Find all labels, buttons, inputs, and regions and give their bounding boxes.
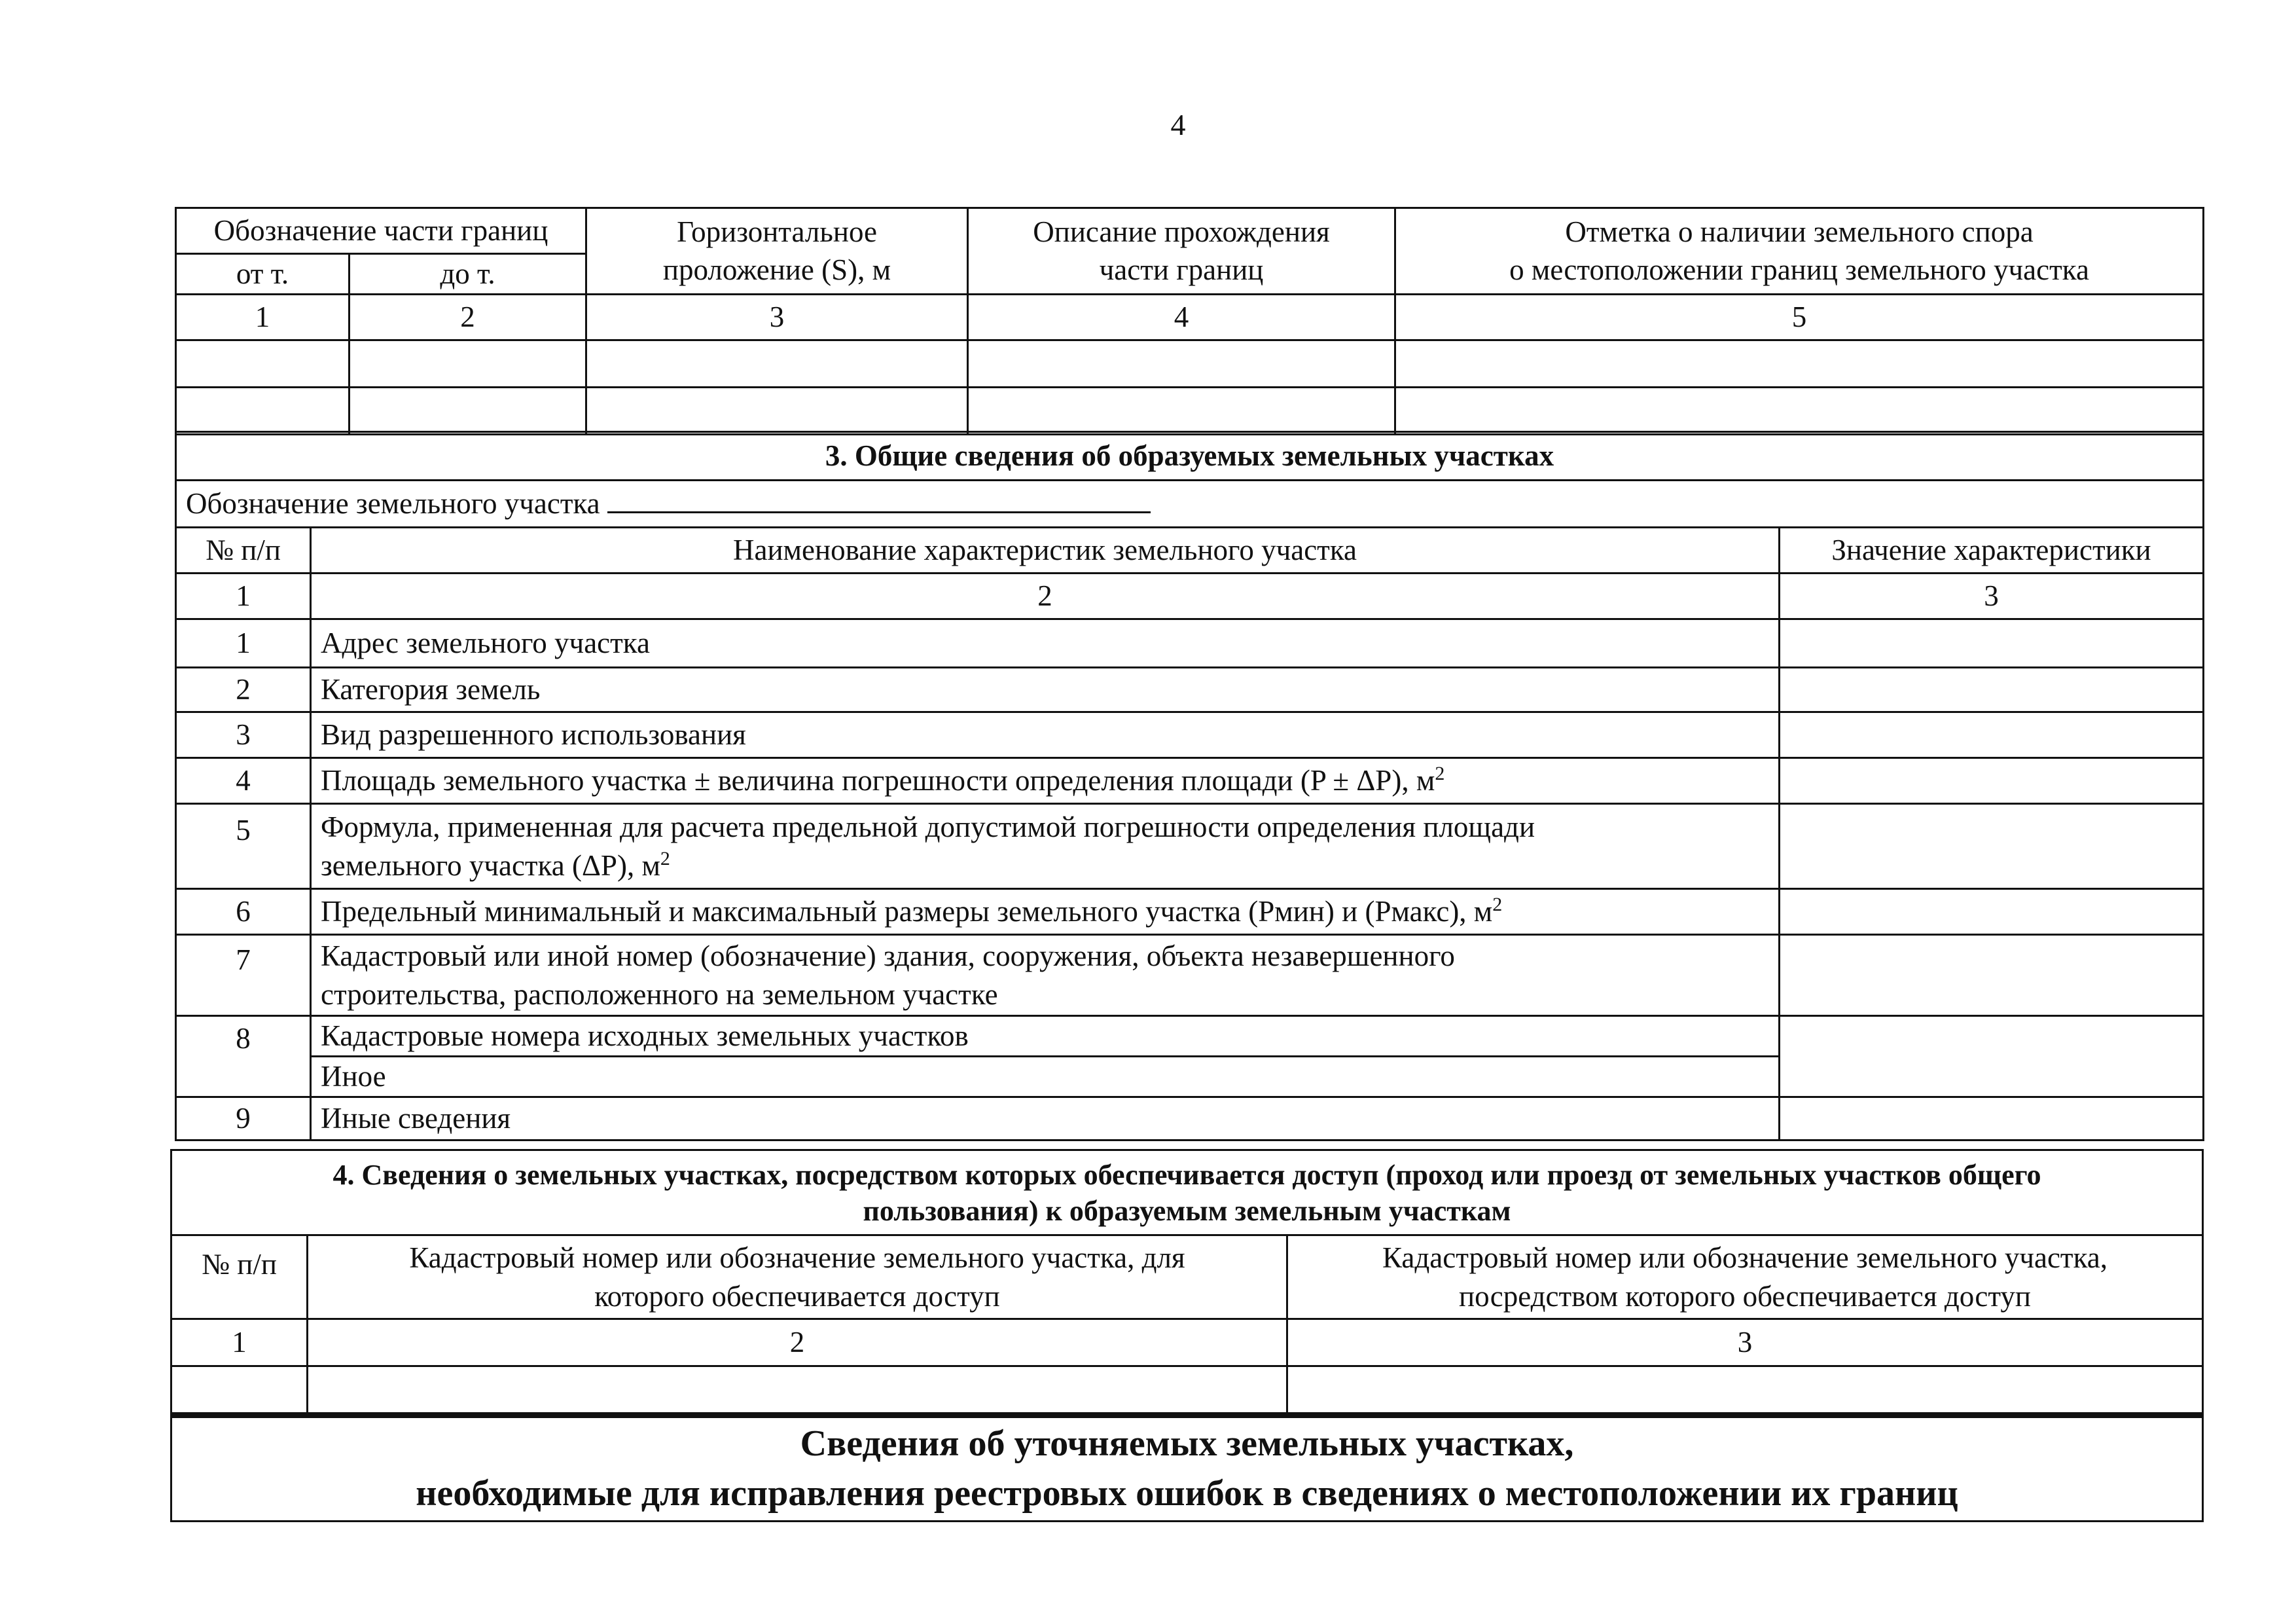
empty-cell bbox=[350, 387, 586, 434]
col-header-number: № п/п bbox=[171, 1235, 308, 1319]
row-text-building-number bbox=[311, 935, 1780, 1016]
header-description-line1: Описание прохождения bbox=[1033, 215, 1330, 248]
section4-title bbox=[171, 1150, 2203, 1235]
value-cell bbox=[1780, 712, 2204, 758]
header-dispute-line2: о местоположении границ земельного участка bbox=[1509, 253, 2089, 287]
col-number-1: 1 bbox=[176, 294, 350, 340]
table-row bbox=[176, 935, 2204, 1016]
col-number-3: 3 bbox=[1287, 1319, 2203, 1366]
col-number-1: 1 bbox=[171, 1319, 308, 1366]
boundary-parts-table bbox=[175, 207, 2204, 435]
table-row bbox=[176, 712, 2204, 758]
row-text-source-plots: Кадастровые номера исходных земельных участков bbox=[311, 1016, 1780, 1057]
table-row bbox=[176, 889, 2204, 935]
row-text-address: Адрес земельного участка bbox=[311, 619, 1780, 668]
header-horizontal-line2: проложение (S), м bbox=[662, 253, 891, 287]
row-text-other: Иное bbox=[311, 1057, 1780, 1097]
formula-text-a: Формула, примененная для расчета предельной допустимой погрешности определения площади bbox=[321, 811, 1535, 843]
empty-cell bbox=[308, 1366, 1287, 1413]
row-text-permitted-use: Вид разрешенного использования bbox=[311, 712, 1780, 758]
refined-plots-section bbox=[170, 1414, 2204, 1522]
row-number: 3 bbox=[176, 712, 311, 758]
header-boundary-part: Обозначение части границ bbox=[176, 208, 586, 254]
value-cell bbox=[1780, 619, 2204, 668]
row-number: 5 bbox=[176, 804, 311, 889]
table-row bbox=[176, 387, 2204, 434]
col-number-4: 4 bbox=[968, 294, 1395, 340]
row-number: 9 bbox=[176, 1097, 311, 1140]
header-dispute-line1: Отметка о наличии земельного спора bbox=[1565, 215, 2034, 248]
empty-cell bbox=[586, 387, 968, 434]
refined-plots-title-line1: Сведения об уточняемых земельных участках, bbox=[800, 1423, 1574, 1465]
col-header-target-plot bbox=[308, 1235, 1287, 1319]
col-number-1: 1 bbox=[176, 574, 311, 619]
empty-cell bbox=[176, 387, 350, 434]
access-plot-line1: Кадастровый номер или обозначение земельного участка, bbox=[1382, 1241, 2108, 1274]
empty-cell bbox=[176, 340, 350, 387]
refined-plots-title-line2: необходимые для исправления реестровых ошибок в сведениях о местоположении их границ bbox=[416, 1472, 1958, 1514]
empty-cell bbox=[968, 387, 1395, 434]
area-text-c: ), м bbox=[1391, 764, 1435, 797]
table-row bbox=[171, 1366, 2203, 1413]
value-cell bbox=[1780, 758, 2204, 804]
value-cell bbox=[1780, 668, 2204, 712]
header-from-point: от т. bbox=[176, 254, 350, 295]
empty-cell bbox=[1395, 340, 2204, 387]
row-number: 8 bbox=[176, 1016, 311, 1097]
header-horizontal-length bbox=[586, 208, 968, 295]
row-number: 6 bbox=[176, 889, 311, 935]
col-header-access-plot bbox=[1287, 1235, 2203, 1319]
section4-title-line2: пользования) к образуемым земельным участкам bbox=[863, 1194, 1511, 1227]
row-number: 7 bbox=[176, 935, 311, 1016]
land-plot-designation bbox=[176, 481, 2204, 528]
empty-cell bbox=[171, 1366, 308, 1413]
empty-cell bbox=[968, 340, 1395, 387]
building-text-b: строительства, расположенного на земельном участке bbox=[321, 977, 998, 1011]
formula-text-c: ), м bbox=[617, 848, 660, 882]
value-cell bbox=[1780, 935, 2204, 1016]
row-text-area bbox=[311, 758, 1780, 804]
col-header-characteristic: Наименование характеристик земельного участка bbox=[311, 528, 1780, 574]
table-row bbox=[176, 619, 2204, 668]
col-number-3: 3 bbox=[586, 294, 968, 340]
row-number: 2 bbox=[176, 668, 311, 712]
formula-text-b: земельного участка ( bbox=[321, 848, 582, 882]
empty-cell bbox=[350, 340, 586, 387]
col-header-number: № п/п bbox=[176, 528, 311, 574]
section3-title: 3. Общие сведения об образуемых земельных участках bbox=[176, 432, 2204, 481]
row-text-size-limits bbox=[311, 889, 1780, 935]
header-description-line2: части границ bbox=[1099, 253, 1264, 287]
table-row bbox=[176, 1016, 2204, 1057]
row-text-other-info: Иные сведения bbox=[311, 1097, 1780, 1140]
designation-label: Обозначение земельного участка bbox=[186, 487, 600, 520]
target-plot-line2: которого обеспечивается доступ bbox=[594, 1279, 1000, 1313]
col-number-2: 2 bbox=[311, 574, 1780, 619]
row-text-land-category: Категория земель bbox=[311, 668, 1780, 712]
empty-cell bbox=[1395, 387, 2204, 434]
size-limits-text: Предельный минимальный и максимальный размеры земельного участка (Рмин) и (Рмакс), м bbox=[321, 895, 1493, 928]
table-row bbox=[176, 758, 2204, 804]
section4-title-line1: 4. Сведения о земельных участках, посредством которых обеспечивается доступ (проход или проезд от земельных участков общего bbox=[332, 1158, 2041, 1191]
refined-plots-title bbox=[171, 1416, 2203, 1521]
section4-table bbox=[170, 1149, 2204, 1414]
square-superscript: 2 bbox=[1435, 763, 1445, 785]
area-text-b: величина погрешности определения площади ( bbox=[717, 764, 1310, 797]
col-number-5: 5 bbox=[1395, 294, 2204, 340]
row-number: 1 bbox=[176, 619, 311, 668]
section3-table bbox=[175, 431, 2204, 1141]
plus-minus-sign: ± bbox=[694, 764, 711, 797]
table-row bbox=[176, 340, 2204, 387]
page-number: 4 bbox=[1170, 108, 1186, 141]
header-description bbox=[968, 208, 1395, 295]
target-plot-line1: Кадастровый номер или обозначение земельного участка, для bbox=[409, 1241, 1185, 1274]
area-text-a: Площадь земельного участка bbox=[321, 764, 687, 797]
table-row bbox=[176, 804, 2204, 889]
access-plot-line2: посредством которого обеспечивается доступ bbox=[1459, 1279, 2031, 1313]
empty-cell bbox=[586, 340, 968, 387]
value-cell bbox=[1780, 889, 2204, 935]
designation-blank-line bbox=[607, 485, 1151, 513]
empty-cell bbox=[1287, 1366, 2203, 1413]
header-horizontal-line1: Горизонтальное bbox=[677, 215, 877, 248]
col-number-2: 2 bbox=[350, 294, 586, 340]
value-cell bbox=[1780, 804, 2204, 889]
square-superscript: 2 bbox=[1492, 894, 1503, 916]
area-formula: P ± ΔP bbox=[1310, 764, 1392, 797]
row-text-formula bbox=[311, 804, 1780, 889]
header-dispute-mark bbox=[1395, 208, 2204, 295]
row-number: 4 bbox=[176, 758, 311, 804]
value-cell bbox=[1780, 1097, 2204, 1140]
col-number-3: 3 bbox=[1780, 574, 2204, 619]
formula-delta: ΔP bbox=[581, 848, 617, 882]
value-cell bbox=[1780, 1016, 2204, 1097]
square-superscript: 2 bbox=[660, 847, 670, 869]
table-row bbox=[176, 1097, 2204, 1140]
col-number-2: 2 bbox=[308, 1319, 1287, 1366]
building-text-a: Кадастровый или иной номер (обозначение) здания, сооружения, объекта незавершенного bbox=[321, 939, 1455, 972]
header-to-point: до т. bbox=[350, 254, 586, 295]
table-row bbox=[176, 668, 2204, 712]
col-header-value: Значение характеристики bbox=[1780, 528, 2204, 574]
